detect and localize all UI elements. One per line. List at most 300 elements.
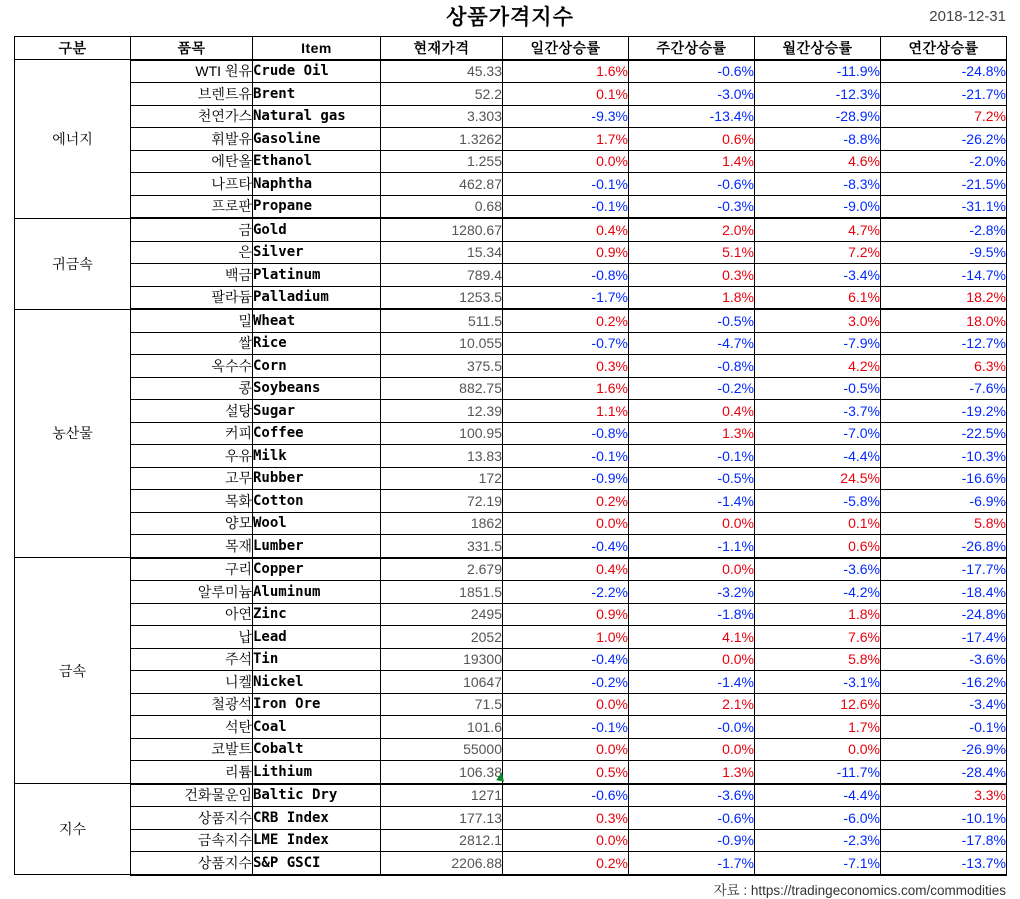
monthly-change: -4.2%: [755, 581, 881, 604]
daily-change: 0.9%: [503, 603, 629, 626]
item-name-en: Corn: [253, 355, 381, 378]
table-row: [15, 626, 1007, 649]
item-name-en: Wheat: [253, 309, 381, 332]
item-name-ko: 휘발유: [131, 128, 253, 151]
monthly-change: 24.5%: [755, 467, 881, 490]
column-header-kname: 품목: [131, 37, 253, 60]
item-name-en: Coal: [253, 716, 381, 739]
yearly-change: -10.1%: [881, 807, 1007, 830]
column-header-daily: 일간상승률: [503, 37, 629, 60]
item-name-en: Brent: [253, 83, 381, 106]
item-name-en: Gold: [253, 218, 381, 241]
item-name-en: Tin: [253, 648, 381, 671]
weekly-change: -0.3%: [629, 195, 755, 218]
item-name-ko: 고무: [131, 467, 253, 490]
item-name-ko: 금속지수: [131, 829, 253, 852]
weekly-change: -3.2%: [629, 581, 755, 604]
weekly-change: -13.4%: [629, 105, 755, 128]
yearly-change: -22.5%: [881, 422, 1007, 445]
table-header-row: [15, 37, 1007, 60]
table-row: [15, 807, 1007, 830]
table-row: [15, 105, 1007, 128]
monthly-change: 1.8%: [755, 603, 881, 626]
monthly-change: -3.6%: [755, 558, 881, 581]
source-note: 자료 : https://tradingeconomics.com/commodities: [713, 882, 1006, 898]
current-price: 2052: [381, 626, 503, 649]
table-row: [15, 512, 1007, 535]
weekly-change: 0.6%: [629, 128, 755, 151]
yearly-change: -26.9%: [881, 738, 1007, 761]
weekly-change: -1.1%: [629, 535, 755, 558]
item-name-en: Aluminum: [253, 581, 381, 604]
item-name-ko: 석탄: [131, 716, 253, 739]
item-name-en: Nickel: [253, 671, 381, 694]
item-name-ko: 상품지수: [131, 807, 253, 830]
weekly-change: 0.4%: [629, 400, 755, 423]
item-name-ko: 아연: [131, 603, 253, 626]
daily-change: -9.3%: [503, 105, 629, 128]
item-name-ko: 천연가스: [131, 105, 253, 128]
item-name-ko: 백금: [131, 264, 253, 287]
yearly-change: -6.9%: [881, 490, 1007, 513]
table-row: [15, 60, 1007, 83]
item-name-ko: 리튬: [131, 761, 253, 784]
yearly-change: -16.6%: [881, 467, 1007, 490]
current-price: 13.83: [381, 445, 503, 468]
monthly-change: 4.6%: [755, 150, 881, 173]
table-row: [15, 218, 1007, 241]
table-row: [15, 558, 1007, 581]
yearly-change: -2.8%: [881, 218, 1007, 241]
table-row: [15, 83, 1007, 106]
item-name-ko: 나프타: [131, 173, 253, 196]
daily-change: 0.2%: [503, 852, 629, 875]
item-name-ko: 옥수수: [131, 355, 253, 378]
item-name-en: Cobalt: [253, 738, 381, 761]
item-name-ko: 목화: [131, 490, 253, 513]
item-name-ko: 우유: [131, 445, 253, 468]
monthly-change: 3.0%: [755, 309, 881, 332]
current-price: 882.75: [381, 377, 503, 400]
yearly-change: -19.2%: [881, 400, 1007, 423]
item-name-en: Silver: [253, 241, 381, 264]
yearly-change: -21.5%: [881, 173, 1007, 196]
monthly-change: -3.1%: [755, 671, 881, 694]
daily-change: 0.5%: [503, 761, 629, 784]
daily-change: 0.9%: [503, 241, 629, 264]
yearly-change: -7.6%: [881, 377, 1007, 400]
commodity-table: [14, 36, 1007, 876]
current-price: 100.95: [381, 422, 503, 445]
yearly-change: -13.7%: [881, 852, 1007, 875]
current-price: 106.38: [381, 761, 503, 784]
table-row: [15, 195, 1007, 218]
yearly-change: -17.7%: [881, 558, 1007, 581]
current-price: 1280.67: [381, 218, 503, 241]
weekly-change: -1.4%: [629, 671, 755, 694]
table-row: [15, 852, 1007, 875]
monthly-change: -11.7%: [755, 761, 881, 784]
item-name-ko: 은: [131, 241, 253, 264]
item-name-ko: 콩: [131, 377, 253, 400]
item-name-ko: 목재: [131, 535, 253, 558]
yearly-change: 5.8%: [881, 512, 1007, 535]
weekly-change: -4.7%: [629, 332, 755, 355]
group-cell: 에너지: [15, 60, 131, 219]
current-price: 3.303: [381, 105, 503, 128]
daily-change: 0.4%: [503, 558, 629, 581]
monthly-change: -2.3%: [755, 829, 881, 852]
yearly-change: -9.5%: [881, 241, 1007, 264]
item-name-ko: 구리: [131, 558, 253, 581]
daily-change: 1.7%: [503, 128, 629, 151]
weekly-change: -0.5%: [629, 467, 755, 490]
table-row: [15, 264, 1007, 287]
weekly-change: -0.8%: [629, 355, 755, 378]
daily-change: 0.4%: [503, 218, 629, 241]
current-price: 101.6: [381, 716, 503, 739]
header: [14, 4, 1006, 34]
weekly-change: -0.5%: [629, 309, 755, 332]
monthly-change: 0.6%: [755, 535, 881, 558]
item-name-en: Sugar: [253, 400, 381, 423]
yearly-change: 3.3%: [881, 784, 1007, 807]
yearly-change: -26.8%: [881, 535, 1007, 558]
current-price: 0.68: [381, 195, 503, 218]
monthly-change: -4.4%: [755, 445, 881, 468]
table-row: [15, 377, 1007, 400]
monthly-change: 6.1%: [755, 286, 881, 309]
item-name-en: Lumber: [253, 535, 381, 558]
item-name-ko: 양모: [131, 512, 253, 535]
item-name-ko: 알루미늄: [131, 581, 253, 604]
current-price: 52.2: [381, 83, 503, 106]
item-name-ko: 에탄올: [131, 150, 253, 173]
column-header-weekly: 주간상승률: [629, 37, 755, 60]
yearly-change: -24.8%: [881, 60, 1007, 83]
yearly-change: -17.4%: [881, 626, 1007, 649]
weekly-change: 0.0%: [629, 738, 755, 761]
item-name-en: Iron Ore: [253, 693, 381, 716]
weekly-change: -0.6%: [629, 173, 755, 196]
daily-change: -0.1%: [503, 716, 629, 739]
column-header-group: 구분: [15, 37, 131, 60]
daily-change: 0.0%: [503, 150, 629, 173]
yearly-change: 7.2%: [881, 105, 1007, 128]
current-price: 462.87: [381, 173, 503, 196]
item-name-en: S&P GSCI: [253, 852, 381, 875]
weekly-change: 1.3%: [629, 761, 755, 784]
item-name-en: Baltic Dry: [253, 784, 381, 807]
current-price: 1851.5: [381, 581, 503, 604]
yearly-change: -0.1%: [881, 716, 1007, 739]
table-row: [15, 241, 1007, 264]
weekly-change: -0.9%: [629, 829, 755, 852]
table-row: [15, 716, 1007, 739]
daily-change: -2.2%: [503, 581, 629, 604]
item-name-en: Soybeans: [253, 377, 381, 400]
yearly-change: -28.4%: [881, 761, 1007, 784]
page-title: 상품가격지수: [446, 6, 574, 29]
item-name-ko: 쌀: [131, 332, 253, 355]
current-price: 10647: [381, 671, 503, 694]
item-name-ko: 상품지수: [131, 852, 253, 875]
daily-change: -0.4%: [503, 648, 629, 671]
item-name-en: Naphtha: [253, 173, 381, 196]
current-price: 1.255: [381, 150, 503, 173]
table-header: [15, 37, 1007, 60]
weekly-change: -1.7%: [629, 852, 755, 875]
current-price: 12.39: [381, 400, 503, 423]
monthly-change: 12.6%: [755, 693, 881, 716]
table-row: [15, 490, 1007, 513]
yearly-change: -21.7%: [881, 83, 1007, 106]
weekly-change: -0.1%: [629, 445, 755, 468]
daily-change: -1.7%: [503, 286, 629, 309]
monthly-change: -6.0%: [755, 807, 881, 830]
table-row: [15, 286, 1007, 309]
group-cell: 귀금속: [15, 218, 131, 309]
yearly-change: -2.0%: [881, 150, 1007, 173]
item-name-ko: 철광석: [131, 693, 253, 716]
yearly-change: 18.2%: [881, 286, 1007, 309]
item-name-ko: 건화물운임: [131, 784, 253, 807]
weekly-change: 4.1%: [629, 626, 755, 649]
table-row: [15, 693, 1007, 716]
weekly-change: -3.0%: [629, 83, 755, 106]
column-header-monthly: 월간상승률: [755, 37, 881, 60]
current-price: 1253.5: [381, 286, 503, 309]
weekly-change: 1.8%: [629, 286, 755, 309]
daily-change: -0.7%: [503, 332, 629, 355]
current-price: 2495: [381, 603, 503, 626]
table-row: [15, 309, 1007, 332]
daily-change: 0.0%: [503, 829, 629, 852]
monthly-change: -7.1%: [755, 852, 881, 875]
item-name-en: Wool: [253, 512, 381, 535]
item-name-en: Crude Oil: [253, 60, 381, 83]
yearly-change: -10.3%: [881, 445, 1007, 468]
item-name-en: Milk: [253, 445, 381, 468]
daily-change: 1.1%: [503, 400, 629, 423]
table-row: [15, 603, 1007, 626]
report-date: 2018-12-31: [929, 8, 1006, 25]
current-price: 1271: [381, 784, 503, 807]
column-header-yearly: 연간상승률: [881, 37, 1007, 60]
weekly-change: 0.3%: [629, 264, 755, 287]
yearly-change: -3.4%: [881, 693, 1007, 716]
item-name-ko: 프로판: [131, 195, 253, 218]
item-name-ko: 주석: [131, 648, 253, 671]
weekly-change: -0.6%: [629, 807, 755, 830]
monthly-change: -12.3%: [755, 83, 881, 106]
item-name-en: Cotton: [253, 490, 381, 513]
yearly-change: -12.7%: [881, 332, 1007, 355]
daily-change: -0.1%: [503, 195, 629, 218]
current-price: 2206.88: [381, 852, 503, 875]
monthly-change: 4.7%: [755, 218, 881, 241]
column-header-item: Item: [253, 37, 381, 60]
monthly-change: 0.0%: [755, 738, 881, 761]
monthly-change: -11.9%: [755, 60, 881, 83]
item-name-en: Platinum: [253, 264, 381, 287]
table-row: [15, 332, 1007, 355]
daily-change: -0.2%: [503, 671, 629, 694]
item-name-ko: 커피: [131, 422, 253, 445]
group-cell: 금속: [15, 558, 131, 784]
table-row: [15, 761, 1007, 784]
weekly-change: 0.0%: [629, 648, 755, 671]
item-name-en: Lithium: [253, 761, 381, 784]
item-name-en: Gasoline: [253, 128, 381, 151]
item-name-en: Zinc: [253, 603, 381, 626]
table-row: [15, 445, 1007, 468]
monthly-change: -5.8%: [755, 490, 881, 513]
yearly-change: -24.8%: [881, 603, 1007, 626]
daily-change: -0.6%: [503, 784, 629, 807]
daily-change: -0.8%: [503, 264, 629, 287]
item-name-ko: 금: [131, 218, 253, 241]
daily-change: -0.8%: [503, 422, 629, 445]
weekly-change: -0.2%: [629, 377, 755, 400]
table-row: [15, 422, 1007, 445]
table-row: [15, 400, 1007, 423]
monthly-change: -0.5%: [755, 377, 881, 400]
monthly-change: -3.7%: [755, 400, 881, 423]
yearly-change: -31.1%: [881, 195, 1007, 218]
current-price: 15.34: [381, 241, 503, 264]
current-price: 375.5: [381, 355, 503, 378]
monthly-change: 7.6%: [755, 626, 881, 649]
monthly-change: -4.4%: [755, 784, 881, 807]
table-row: [15, 671, 1007, 694]
weekly-change: -0.0%: [629, 716, 755, 739]
table-row: [15, 150, 1007, 173]
current-price: 1.3262: [381, 128, 503, 151]
current-price: 71.5: [381, 693, 503, 716]
item-name-ko: 납: [131, 626, 253, 649]
monthly-change: -8.3%: [755, 173, 881, 196]
monthly-change: -7.0%: [755, 422, 881, 445]
weekly-change: 1.3%: [629, 422, 755, 445]
daily-change: 0.0%: [503, 512, 629, 535]
item-name-en: Rice: [253, 332, 381, 355]
yearly-change: -26.2%: [881, 128, 1007, 151]
item-name-ko: 니켈: [131, 671, 253, 694]
monthly-change: -28.9%: [755, 105, 881, 128]
yearly-change: -16.2%: [881, 671, 1007, 694]
table-row: [15, 738, 1007, 761]
current-price: 1862: [381, 512, 503, 535]
daily-change: -0.4%: [503, 535, 629, 558]
current-price: 2812.1: [381, 829, 503, 852]
weekly-change: -0.6%: [629, 60, 755, 83]
item-name-en: Propane: [253, 195, 381, 218]
current-price: 55000: [381, 738, 503, 761]
table-row: [15, 829, 1007, 852]
daily-change: 0.1%: [503, 83, 629, 106]
daily-change: -0.1%: [503, 173, 629, 196]
current-price: 177.13: [381, 807, 503, 830]
monthly-change: 4.2%: [755, 355, 881, 378]
weekly-change: -1.8%: [629, 603, 755, 626]
weekly-change: 5.1%: [629, 241, 755, 264]
item-name-en: LME Index: [253, 829, 381, 852]
current-price: 789.4: [381, 264, 503, 287]
current-price: 172: [381, 467, 503, 490]
daily-change: -0.9%: [503, 467, 629, 490]
table-row: [15, 173, 1007, 196]
item-name-ko: WTI 원유: [131, 60, 253, 83]
yearly-change: 18.0%: [881, 309, 1007, 332]
table-row: [15, 648, 1007, 671]
monthly-change: 5.8%: [755, 648, 881, 671]
item-name-en: Copper: [253, 558, 381, 581]
current-price: 331.5: [381, 535, 503, 558]
item-name-en: CRB Index: [253, 807, 381, 830]
item-name-en: Natural gas: [253, 105, 381, 128]
current-price: 45.33: [381, 60, 503, 83]
daily-change: 0.2%: [503, 309, 629, 332]
yearly-change: 6.3%: [881, 355, 1007, 378]
current-price: 2.679: [381, 558, 503, 581]
item-name-en: Lead: [253, 626, 381, 649]
item-name-ko: 설탕: [131, 400, 253, 423]
monthly-change: -7.9%: [755, 332, 881, 355]
current-price: 72.19: [381, 490, 503, 513]
item-name-ko: 코발트: [131, 738, 253, 761]
group-cell: 지수: [15, 784, 131, 875]
weekly-change: 2.0%: [629, 218, 755, 241]
current-price: 10.055: [381, 332, 503, 355]
group-cell: 농산물: [15, 309, 131, 558]
weekly-change: 0.0%: [629, 558, 755, 581]
daily-change: 1.6%: [503, 377, 629, 400]
yearly-change: -17.8%: [881, 829, 1007, 852]
monthly-change: 0.1%: [755, 512, 881, 535]
daily-change: -0.1%: [503, 445, 629, 468]
table-row: [15, 535, 1007, 558]
table-row: [15, 581, 1007, 604]
daily-change: 0.0%: [503, 738, 629, 761]
daily-change: 0.2%: [503, 490, 629, 513]
current-price: 19300: [381, 648, 503, 671]
monthly-change: 1.7%: [755, 716, 881, 739]
weekly-change: 1.4%: [629, 150, 755, 173]
monthly-change: -3.4%: [755, 264, 881, 287]
table-row: [15, 355, 1007, 378]
item-name-ko: 브렌트유: [131, 83, 253, 106]
monthly-change: -9.0%: [755, 195, 881, 218]
daily-change: 0.0%: [503, 693, 629, 716]
table-row: [15, 467, 1007, 490]
table-row: [15, 784, 1007, 807]
weekly-change: -1.4%: [629, 490, 755, 513]
yearly-change: -3.6%: [881, 648, 1007, 671]
item-name-ko: 팔라듐: [131, 286, 253, 309]
table-body: [15, 60, 1007, 875]
weekly-change: -3.6%: [629, 784, 755, 807]
monthly-change: 7.2%: [755, 241, 881, 264]
daily-change: 0.3%: [503, 807, 629, 830]
monthly-change: -8.8%: [755, 128, 881, 151]
yearly-change: -14.7%: [881, 264, 1007, 287]
current-price: 511.5: [381, 309, 503, 332]
weekly-change: 2.1%: [629, 693, 755, 716]
daily-change: 1.0%: [503, 626, 629, 649]
column-header-price: 현재가격: [381, 37, 503, 60]
table-row: [15, 128, 1007, 151]
